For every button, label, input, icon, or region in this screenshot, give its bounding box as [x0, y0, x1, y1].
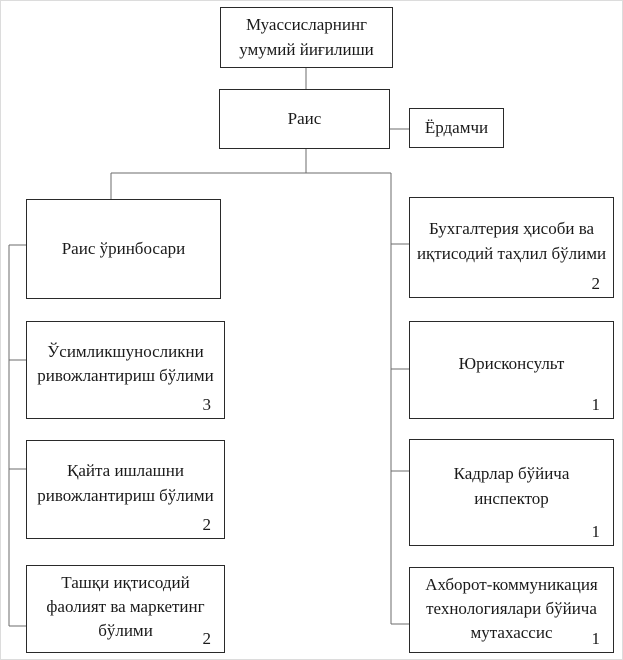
node-label: Кадрлар бўйича инспектор — [453, 464, 570, 508]
node-label: Раис ўринбосари — [61, 238, 186, 258]
node-hr-inspector — [409, 439, 614, 546]
staff-count: 1 — [591, 628, 600, 648]
node-label: Ўсимликшуносликни ривожлантириш бўлими — [37, 341, 214, 385]
node-crop-science-dept — [26, 321, 225, 419]
node-chairman — [219, 89, 390, 149]
edge-left-trunk — [9, 245, 26, 626]
node-processing-dept — [26, 440, 225, 539]
node-general-meeting — [220, 7, 393, 68]
node-legal-counsel — [409, 321, 614, 419]
node-label: Юрисконсульт — [458, 353, 565, 373]
node-label: Ахборот-коммуникация технологиялари бўйича мутахассис — [425, 574, 598, 643]
staff-count: 2 — [202, 514, 211, 534]
node-label: Қайта ишлашни ривожлантириш бўлими — [37, 461, 214, 505]
staff-count: 2 — [202, 628, 211, 648]
node-foreign-economic-marketing-dept — [26, 565, 225, 653]
node-label: Бухгалтерия ҳисоби ва иқтисодий таҳлил бўлими — [416, 219, 607, 263]
node-label: Ёрдамчи — [424, 117, 489, 137]
node-label: Ташқи иқтисодий фаолият ва маркетинг бўлими — [46, 572, 205, 641]
edge-right-trunk — [391, 173, 409, 624]
staff-count: 2 — [591, 273, 600, 293]
node-ict-specialist — [409, 567, 614, 653]
staff-count: 1 — [591, 394, 600, 414]
node-accounting-analysis-dept — [409, 197, 614, 298]
staff-count: 1 — [591, 521, 600, 541]
node-label: Раис — [287, 108, 322, 128]
node-deputy-chairman — [26, 199, 221, 299]
node-assistant — [409, 108, 504, 148]
staff-count: 3 — [202, 394, 211, 414]
edge-chairman-branches — [111, 149, 391, 199]
node-label: Муассисларнинг умумий йиғилиши — [239, 15, 374, 59]
